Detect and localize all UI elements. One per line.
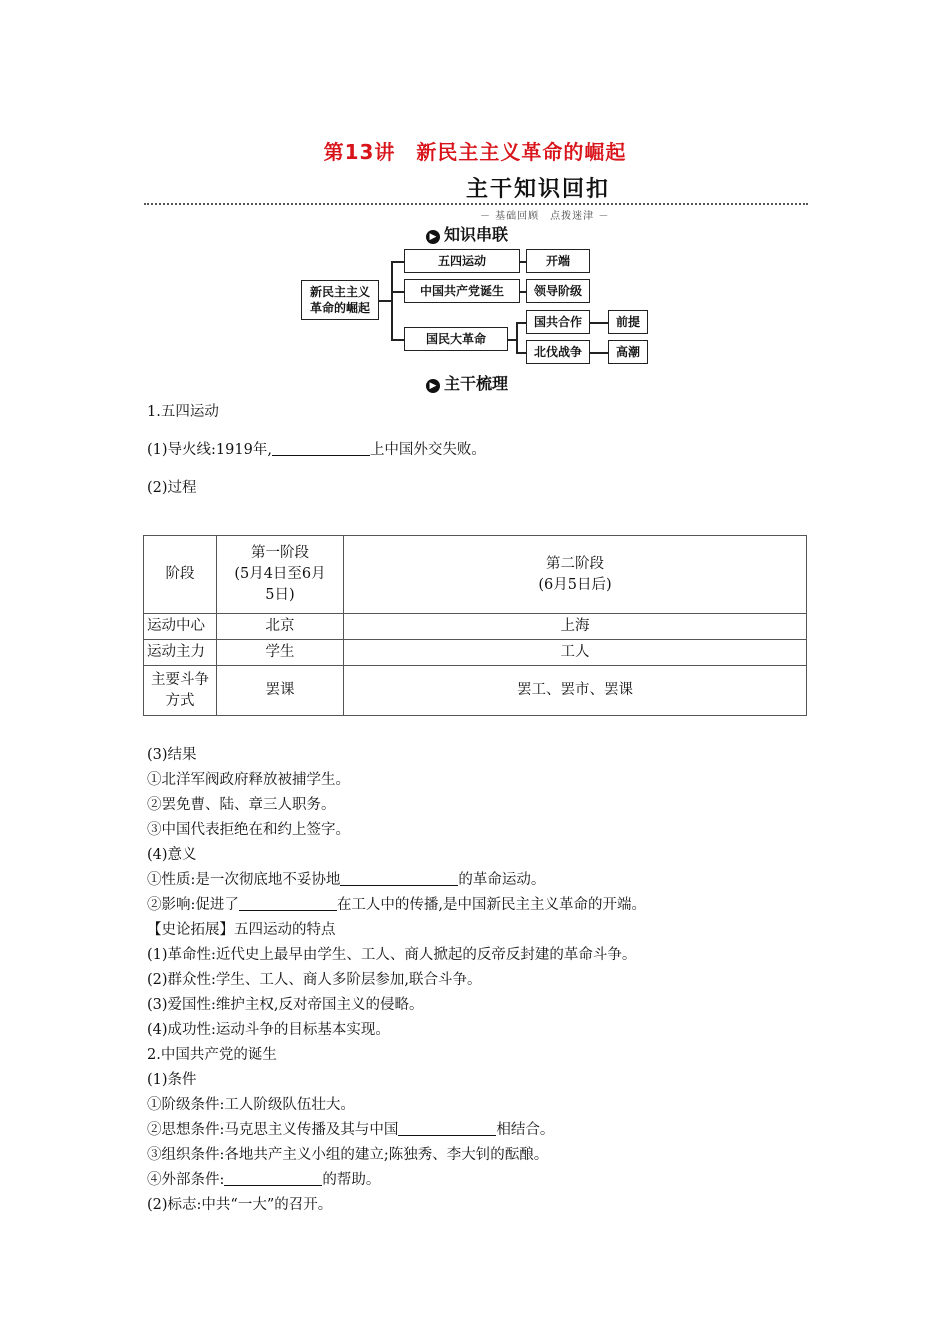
- text-line: (1)导火线:1919年, 上中国外交失败。: [147, 442, 486, 458]
- text-line: (3)爱国性:维护主权,反对帝国主义的侵略。: [147, 997, 424, 1013]
- node-national-revolution: 国民大革命: [404, 327, 508, 351]
- text-line: ①北洋军阀政府释放被捕学生。: [147, 772, 350, 788]
- node-beginning: 开端: [526, 249, 590, 273]
- node-northern-expedition: 北伐战争: [526, 340, 590, 364]
- table-cell: 上海: [344, 614, 807, 640]
- table-cell: 运动中心: [144, 614, 217, 640]
- node-premise: 前提: [608, 310, 648, 334]
- text-line: (2)过程: [147, 480, 197, 496]
- text-line: (1)革命性:近代史上最早由学生、工人、商人掀起的反帝反封建的革命斗争。: [147, 947, 637, 963]
- fill-blank[interactable]: [272, 441, 370, 456]
- connector: [391, 291, 404, 293]
- text-line: ②影响:促进了 在工人中的传播,是中国新民主主义革命的开端。: [147, 897, 646, 913]
- table-header-cell: 阶段: [144, 536, 217, 614]
- text-line: (4)成功性:运动斗争的目标基本实现。: [147, 1022, 390, 1038]
- text-line: (2)标志:中共“一大”的召开。: [147, 1197, 333, 1213]
- connector: [516, 322, 518, 352]
- process-table: [143, 535, 807, 716]
- outline-heading: [426, 371, 508, 394]
- table-cell: 罢课: [217, 666, 344, 716]
- text-line: ④外部条件: 的帮助。: [147, 1172, 381, 1188]
- table-cell: 北京: [217, 614, 344, 640]
- text-line: 1.五四运动: [147, 404, 219, 420]
- table-row: [144, 640, 807, 666]
- node-leading-class: 领导阶级: [526, 279, 590, 303]
- fill-blank[interactable]: [398, 1121, 496, 1136]
- diagram-heading: [426, 222, 508, 245]
- section-banner: 主干知识回扣: [466, 177, 611, 202]
- text-line: ①性质:是一次彻底地不妥协地 的革命运动。: [147, 872, 546, 888]
- section-sub-banner: － 基础回顾 点拨迷津 －: [480, 211, 610, 222]
- connector: [391, 261, 393, 339]
- text-line: (3)结果: [147, 747, 197, 763]
- text-line: ③组织条件:各地共产主义小组的建立;陈独秀、李大钊的酝酿。: [147, 1147, 549, 1163]
- table-cell: 运动主力: [144, 640, 217, 666]
- text-line: ②罢免曹、陆、章三人职务。: [147, 797, 336, 813]
- table-cell: 主要斗争 方式: [144, 666, 217, 716]
- table-header-cell: 第一阶段 (5月4日至6月 5日): [217, 536, 344, 614]
- text-line: ①阶级条件:工人阶级队伍壮大。: [147, 1097, 355, 1113]
- text-line: 2.中国共产党的诞生: [147, 1047, 277, 1063]
- table-row: [144, 536, 807, 614]
- table-cell: 工人: [344, 640, 807, 666]
- dotted-divider: [144, 203, 808, 205]
- connector: [516, 322, 526, 324]
- node-root: 新民主主义革命的崛起: [301, 280, 379, 320]
- node-cpc-birth: 中国共产党诞生: [404, 279, 520, 303]
- node-kmt-cpc-cooperation: 国共合作: [526, 310, 590, 334]
- fill-blank[interactable]: [239, 896, 337, 911]
- connector: [516, 352, 526, 354]
- play-bullet-icon: ▶: [426, 379, 440, 393]
- connector: [391, 339, 404, 341]
- outline-heading-text: 主干梳理: [444, 374, 509, 393]
- diagram-heading-text: 知识串联: [444, 225, 509, 244]
- connector: [508, 339, 516, 341]
- table-header-cell: 第二阶段 (6月5日后): [344, 536, 807, 614]
- table-cell: 罢工、罢市、罢课: [344, 666, 807, 716]
- connector: [379, 300, 391, 302]
- table-row: [144, 666, 807, 716]
- text-line: (4)意义: [147, 847, 197, 863]
- text-line: ②思想条件:马克思主义传播及其与中国 相结合。: [147, 1122, 555, 1138]
- table-cell: 学生: [217, 640, 344, 666]
- node-climax: 高潮: [608, 340, 648, 364]
- text-line: (1)条件: [147, 1072, 197, 1088]
- connector: [391, 261, 404, 263]
- connector: [590, 352, 608, 354]
- table-row: [144, 614, 807, 640]
- page-title: 第13讲 新民主主义革命的崛起: [323, 140, 627, 164]
- connector: [590, 322, 608, 324]
- text-line: ③中国代表拒绝在和约上签字。: [147, 822, 350, 838]
- play-bullet-icon: ▶: [426, 230, 440, 244]
- text-line: 【史论拓展】五四运动的特点: [147, 922, 336, 938]
- fill-blank[interactable]: [224, 1171, 322, 1186]
- text-line: (2)群众性:学生、工人、商人多阶层参加,联合斗争。: [147, 972, 482, 988]
- fill-blank[interactable]: [340, 871, 458, 886]
- node-may-fourth: 五四运动: [404, 249, 520, 273]
